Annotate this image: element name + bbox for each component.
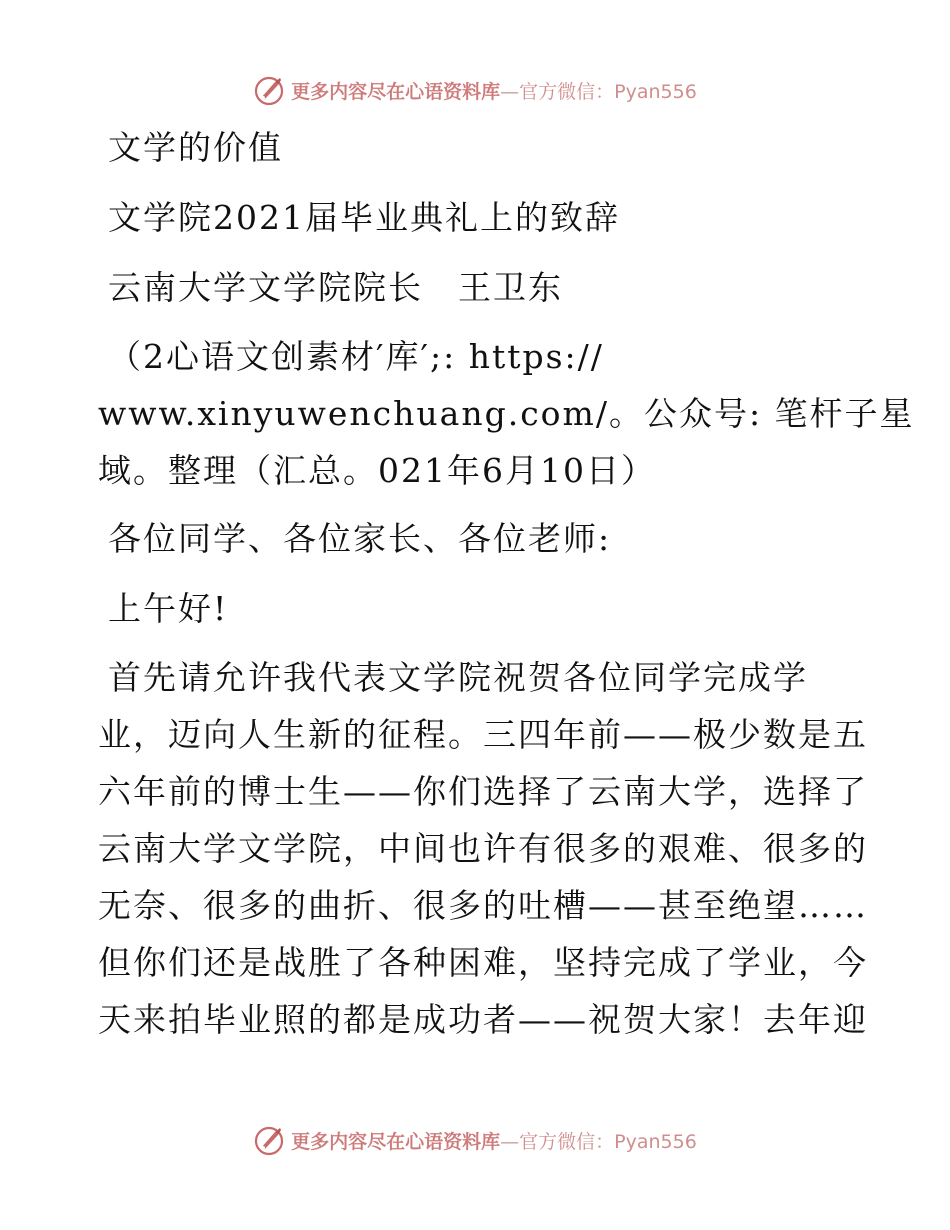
salutation: 各位同学、各位家长、各位老师: (108, 519, 612, 558)
document-subtitle: 文学院2021届毕业典礼上的致辞 (108, 198, 620, 237)
body-paragraph-line: 云南大学文学院，中间也许有很多的艰难、很多的 (98, 829, 868, 868)
quill-pen-logo-icon (253, 74, 285, 106)
watermark-main-text: 更多内容尽在心语资料库 (291, 1130, 501, 1153)
body-paragraph-line: 天来拍毕业照的都是成功者——祝贺大家！去年迎 (98, 1000, 868, 1039)
watermark-separator: — (500, 80, 520, 103)
quill-pen-logo-icon (253, 1124, 285, 1156)
source-note-line: 域。整理（汇总。021年6月10日） (98, 451, 656, 490)
watermark-wechat-text: 官方微信：Pyan556 (519, 80, 697, 103)
watermark-separator: — (500, 1130, 520, 1153)
watermark-main-text: 更多内容尽在心语资料库 (291, 80, 501, 103)
footer-watermark-banner (0, 1120, 950, 1160)
header-watermark-banner (0, 70, 950, 110)
body-paragraph-line: 业，迈向人生新的征程。三四年前——极少数是五 (98, 715, 868, 754)
body-paragraph-line: 六年前的博士生——你们选择了云南大学，选择了 (98, 772, 868, 811)
document-title: 文学的价值 (108, 128, 283, 167)
watermark-text (291, 1127, 697, 1154)
document-author: 云南大学文学院院长 王卫东 (108, 268, 563, 307)
source-note-line: www.xinyuwenchuang.com/。公众号: 笔杆子星 (98, 394, 915, 433)
document-body (98, 118, 915, 1048)
body-paragraph-line: 首先请允许我代表文学院祝贺各位同学完成学 (108, 658, 808, 697)
watermark-text (291, 77, 697, 104)
watermark-wechat-text: 官方微信：Pyan556 (519, 1130, 697, 1153)
source-note-line: （2心语文创素材′库′;: https:// (108, 337, 604, 376)
greeting: 上午好! (108, 589, 229, 628)
body-paragraph-line: 但你们还是战胜了各种困难，坚持完成了学业，今 (98, 943, 868, 982)
body-paragraph-line: 无奈、很多的曲折、很多的吐槽——甚至绝望…… (98, 886, 868, 925)
